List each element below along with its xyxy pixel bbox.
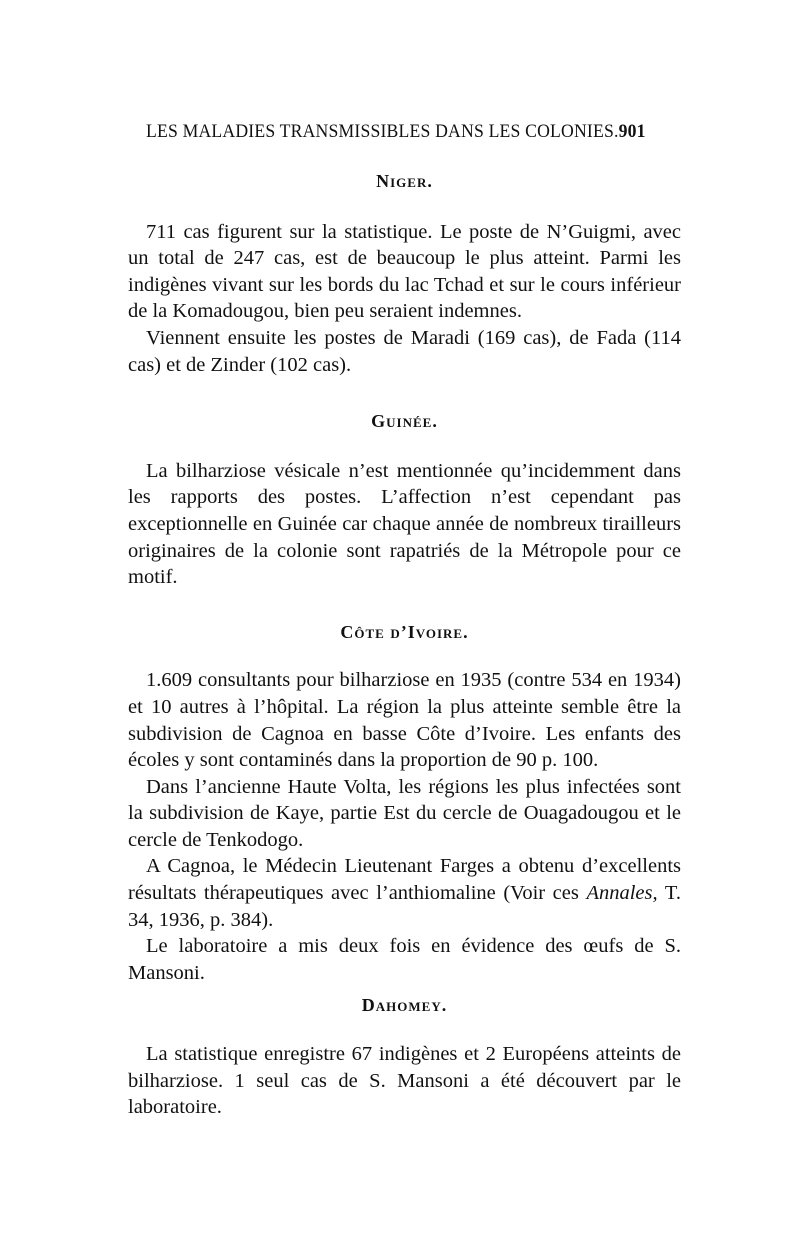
paragraph-cote-3-text-b: T. 34, 1936, p. 384). — [128, 882, 681, 931]
body-text — [128, 168, 681, 1121]
paragraph-dahomey-1: La statistique enregistre 67 indigènes et 2 Européens atteints de bilharziose. 1 seul cas de S. Mansoni a été découvert par le laboratoire. — [128, 1043, 681, 1119]
paragraph-niger-1: 711 cas figurent sur la statistique. Le poste de N’Guigmi, avec un total de 247 cas, est de beaucoup le plus atteint. Parmi les indigènes vivant sur les bords du lac Tchad et sur le cours inférieur de la Komadougou, bien peu seraient indemnes. — [128, 220, 681, 323]
journal-title-annales: Annales, — [586, 882, 658, 905]
section-title-dahomey: Dahomey. — [361, 995, 448, 1016]
paragraph-cote-2: Dans l’ancienne Haute Volta, les régions les plus infectées sont la subdivision de Kaye, partie Est du cercle de Ouagadougou et le cercle de Tenkodogo. — [128, 775, 681, 851]
running-title: LES MALADIES TRANSMISSIBLES DANS LES COLONIES. — [146, 121, 619, 142]
paragraph-cote-4: Le laboratoire a mis deux fois en évidence des œufs de S. Mansoni. — [128, 935, 681, 984]
section-title-niger: Niger. — [376, 171, 433, 191]
running-head — [146, 121, 644, 143]
paragraph-guinee-1: La bilharziose vésicale n’est mentionnée qu’incidemment dans les rapports des postes. L’affection n’est cependant pas exceptionnelle en Guinée car chaque année de nombreux tirailleurs originaires de la colonie sont rapatriés de la Métropole pour ce motif. — [128, 459, 681, 589]
section-title-guinee: Guinée. — [371, 411, 438, 432]
paragraph-cote-1: 1.609 consultants pour bilharziose en 1935 (contre 534 en 1934) et 10 autres à l’hôpital. La région la plus atteinte semble être la subdivision de Cagnoa en basse Côte d’Ivoire. Les enfants des écoles y sont contaminés dans la proportion de 90 p. 100. — [128, 669, 681, 772]
paragraph-cote-3 — [128, 853, 681, 933]
paragraph-cote-3-text-a: A Cagnoa, le Médecin Lieutenant Farges a obtenu d’excellents résultats thérapeutiques avec l’anthiomaline (Voir ces — [128, 855, 681, 905]
page-number: 901 — [618, 121, 646, 142]
section-title-cote-divoire: Côte d’Ivoire. — [340, 621, 469, 642]
paragraph-niger-2: Viennent ensuite les postes de Maradi (169 cas), de Fada (114 cas) et de Zinder (102 cas). — [128, 326, 681, 376]
